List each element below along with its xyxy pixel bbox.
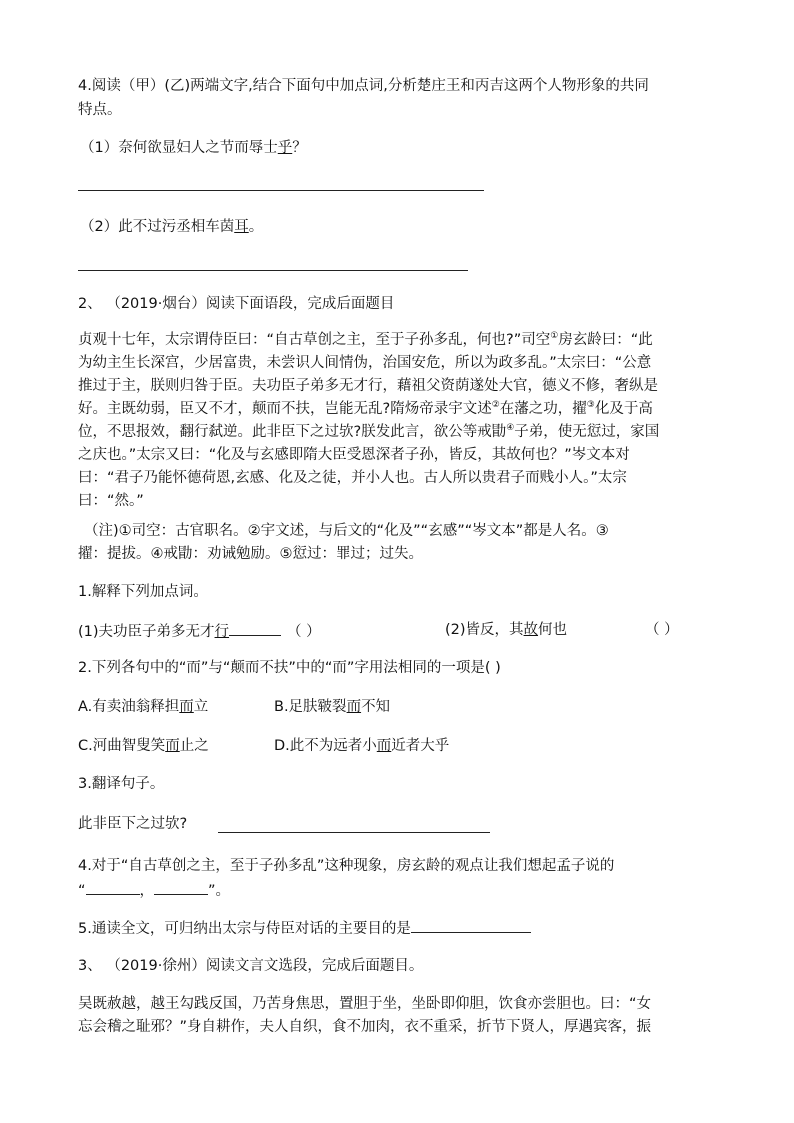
q2-sub3-title: 3.翻译句子。: [78, 776, 165, 792]
option-c-underlined: 而: [165, 738, 180, 754]
q2-sub1-a-blank[interactable]: [229, 620, 281, 636]
q2-passage-text: 贞观十七年，太宗谓侍臣曰：“自古草创之主，至于子孙多乱，何也?”司空: [78, 332, 551, 348]
q2-sub4-line2: [78, 879, 230, 901]
option-d-underlined: 而: [376, 738, 392, 754]
q2-notes-line1: （注)①司空：古官职名。②宇文述，与后文的“化及”“玄感”“岑文本”都是人名。③: [84, 523, 609, 539]
q4-s1-text: （1）奈何欲显妇人之节而辱士: [80, 140, 278, 156]
q4-answer-line-1[interactable]: [78, 190, 484, 191]
q3-header: 3、 （2019·徐州）阅读文言文选段，完成后面题目。: [78, 958, 424, 974]
option-a-end: 立: [193, 699, 209, 715]
q4-answer-line-2[interactable]: [78, 270, 468, 271]
q2-passage-line1: [78, 330, 653, 350]
q2-option-b[interactable]: [274, 697, 390, 717]
q2-sub1-b-end: 何也: [538, 622, 568, 638]
q2-notes-line2: 擢：提拔。④戒勖：劝诫勉励。⑤愆过：罪过；过失。: [78, 546, 423, 562]
q4-sentence-1: [80, 138, 307, 158]
q4-s1-end: ？: [292, 140, 307, 156]
q2-option-d[interactable]: [274, 736, 449, 756]
q4-stem-line2: 特点。: [78, 102, 122, 118]
q2-sub1-item-b: [445, 620, 679, 640]
q4-s1-dotted-word: 乎: [277, 140, 293, 156]
q2-sub1-a-paren[interactable]: （ ）: [287, 624, 321, 640]
note-mark-3: ③: [586, 400, 595, 411]
q2-passage-line3: 推过于主，朕则归咎于臣。夫功臣子弟多无才行，藉祖父资荫遂处大官，德义不修，奢纵是: [78, 378, 658, 394]
q2-sub4-close-quote: ”。: [208, 883, 231, 899]
q3-passage-line2: 忘会稽之耻邪？”身自耕作，夫人自织，食不加肉，衣不重采，折节下贤人，厚遇宾客，振: [78, 1019, 652, 1035]
note-mark-1: ①: [550, 331, 559, 342]
q2-sub3-sentence: 此非臣下之过欤?: [78, 816, 188, 832]
q2-passage-text: 子弟，使无愆过，家国: [514, 424, 660, 440]
q2-passage-line6: 之庆也。”太宗又曰：“化及与玄感即隋大臣受恩深者子孙，皆反，其故何也？”岑文本对: [78, 447, 630, 463]
q2-header: 2、 （2019·烟台）阅读下面语段，完成后面题目: [78, 296, 395, 312]
q2-passage-text: 位，不思报效，翻行弑逆。此非臣下之过欤?朕发此言，欲公等戒勖: [78, 424, 507, 440]
q2-sub1-b-paren[interactable]: （ ）: [645, 622, 679, 638]
q2-sub5: [78, 917, 531, 939]
q2-option-a[interactable]: [78, 697, 208, 717]
q2-sub4-blank-1[interactable]: [86, 879, 140, 895]
q4-s2-dotted-word: 耳: [234, 219, 249, 235]
q4-stem-line1: 4.阅读（甲）(乙)两端文字,结合下面句中加点词,分析楚庄王和丙吉这两个人物形象的共同: [78, 78, 649, 94]
q2-passage-line7: 曰：“君子乃能怀德荷恩,玄感、化及之徒，并小人也。古人所以贵君子而贱小人。”太宗: [78, 470, 627, 486]
option-c-end: 止之: [179, 738, 209, 754]
q2-sub1-a-dotted-word: 行: [214, 624, 230, 640]
q4-s2-end: 。: [248, 219, 264, 235]
option-a-underlined: 而: [179, 699, 194, 715]
q2-sub2-title: 2.下列各句中的“而”与“颠而不扶”中的“而”字用法相同的一项是( ): [78, 660, 501, 676]
q2-sub4-comma: ，: [139, 883, 155, 899]
q2-sub4-line1: 4.对于“自古草创之主，至于子孙多乱”这种现象，房玄龄的观点让我们想起孟子说的: [78, 858, 615, 874]
q2-passage-text: 房玄龄曰：“此: [558, 332, 653, 348]
q2-sub1-b-text: (2)皆反，其: [445, 622, 524, 638]
q2-sub5-blank[interactable]: [411, 917, 531, 933]
q2-passage-text: 化及于高: [594, 401, 653, 417]
option-b-text: B.足肤皲裂: [274, 699, 347, 715]
q2-sub1-a-text: (1)夫功臣子弟多无才: [78, 624, 215, 640]
q2-sub1-b-dotted-word: 故: [523, 622, 539, 638]
q2-passage-line5: [78, 422, 659, 442]
q2-sub1-item-a: [78, 620, 321, 642]
note-mark-4: ④: [506, 423, 515, 434]
note-mark-2: ②: [491, 400, 500, 411]
q2-passage-line2: 为幼主生长深宫，少居富贵，未尝识人间情伪，治国安危，所以为政多乱。”太宗曰：“公意: [78, 355, 652, 371]
q2-option-c[interactable]: [78, 736, 209, 756]
q2-sub5-text: 5.通读全文，可归纳出太宗与侍臣对话的主要目的是: [78, 921, 411, 937]
option-a-text: A.有卖油翁释担: [78, 699, 180, 715]
q2-sub4-blank-2[interactable]: [154, 879, 208, 895]
q2-passage-line8: 曰：“然。”: [78, 493, 144, 509]
q2-passage-line4: [78, 399, 653, 419]
q4-s2-text: （2）此不过污丞相车茵: [80, 219, 235, 235]
q2-passage-text: 在藩之功，擢: [499, 401, 587, 417]
q3-passage-line1: 吴既赦越，越王勾践反国，乃苦身焦思，置胆于坐，坐卧即仰胆，饮食亦尝胆也。曰：“女: [78, 996, 652, 1012]
option-b-end: 不知: [361, 699, 391, 715]
option-b-underlined: 而: [346, 699, 362, 715]
option-c-text: C.河曲智叟笑: [78, 738, 166, 754]
q2-sub1-title: 1.解释下列加点词。: [78, 584, 208, 600]
q2-passage-text: 好。主既幼弱，臣又不才，颠而不扶，岂能无乱?隋炀帝录宇文述: [78, 401, 492, 417]
q2-sub4-open-quote: “: [78, 883, 86, 899]
q4-sentence-2: [80, 217, 263, 237]
option-d-text: D.此不为远者小: [274, 738, 377, 754]
q2-sub3-answer-line[interactable]: [218, 832, 490, 833]
option-d-end: 近者大乎: [391, 738, 450, 754]
